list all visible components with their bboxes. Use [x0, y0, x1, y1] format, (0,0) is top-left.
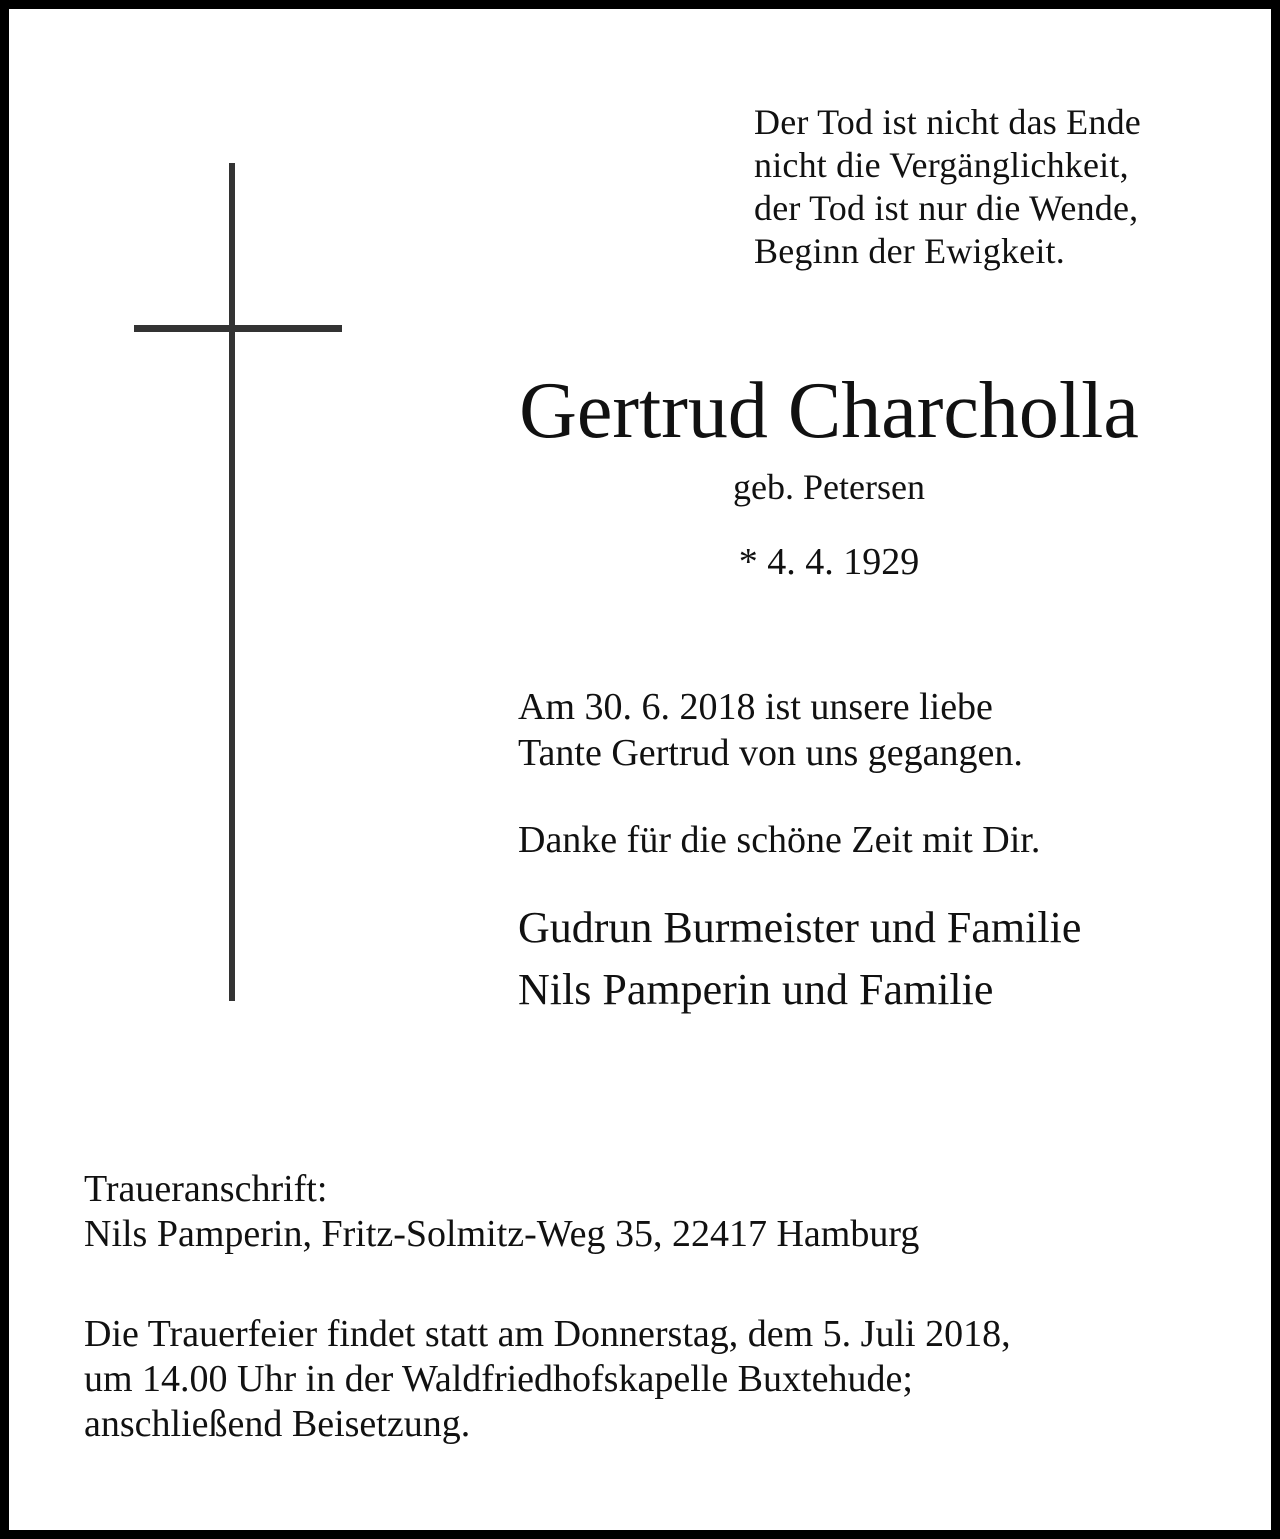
cross-vertical-beam [229, 163, 235, 1001]
death-message-line: Am 30. 6. 2018 ist unsere liebe [518, 686, 993, 728]
poem [754, 101, 1254, 273]
poem-line: der Tod ist nur die Wende, [754, 188, 1139, 228]
ceremony-line: Die Trauerfeier findet statt am Donnerstag, dem 5. Juli 2018, [84, 1313, 1011, 1355]
mourner: Nils Pamperin und Familie [518, 965, 994, 1014]
cross-horizontal-beam [134, 325, 342, 332]
address-value: Nils Pamperin, Fritz-Solmitz-Weg 35, 22417 Hamburg [84, 1213, 920, 1255]
poem-line: Beginn der Ewigkeit. [754, 231, 1065, 271]
mourners-list [518, 897, 1238, 1021]
poem-line: nicht die Vergänglichkeit, [754, 145, 1129, 185]
address-label: Traueranschrift: [84, 1168, 328, 1210]
thanks-line: Danke für die schöne Zeit mit Dir. [518, 819, 1041, 861]
mourning-address [84, 1167, 1234, 1257]
maiden-name: geb. Petersen [733, 467, 925, 507]
deceased-name: Gertrud Charcholla [519, 367, 1139, 455]
birth-date: * 4. 4. 1929 [738, 541, 920, 583]
ceremony-line: um 14.00 Uhr in der Waldfriedhofskapelle Buxtehude; [84, 1358, 913, 1400]
ceremony-line: anschließend Beisetzung. [84, 1403, 471, 1445]
death-message-line: Tante Gertrud von uns gegangen. [518, 732, 1023, 774]
death-message [518, 684, 1218, 776]
funeral-ceremony-info [84, 1312, 1234, 1447]
mourner: Gudrun Burmeister und Familie [518, 903, 1082, 952]
poem-line: Der Tod ist nicht das Ende [754, 102, 1141, 142]
